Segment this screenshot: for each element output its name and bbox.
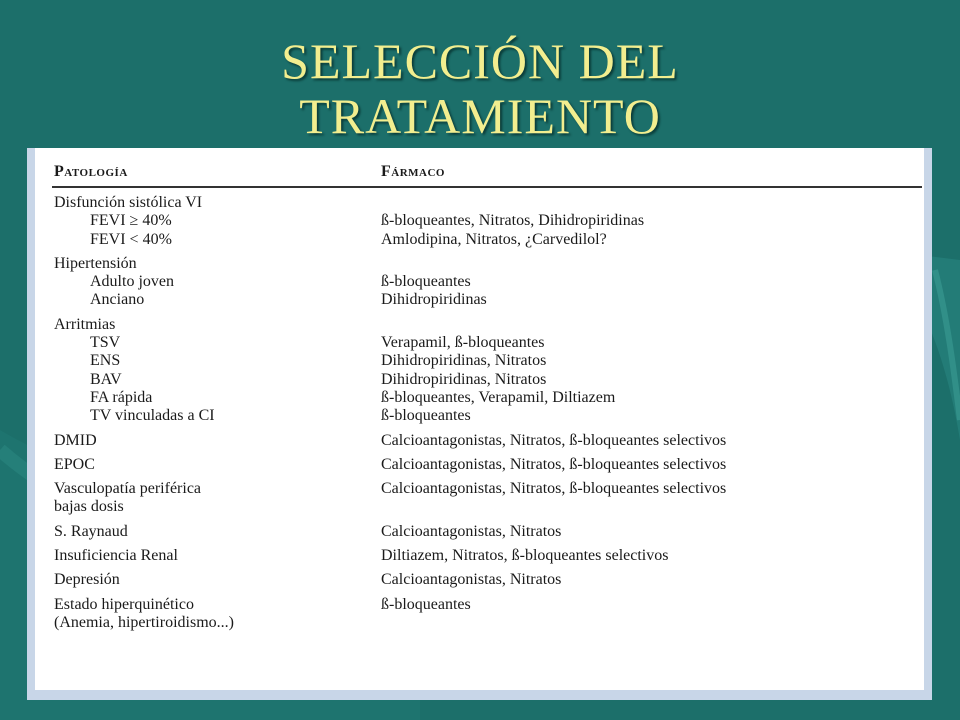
pathology-cell: FEVI < 40% [90,230,172,248]
table-group-hiperquinetico [52,596,922,633]
treatment-table-panel [27,148,932,700]
panel-border-left [27,148,35,700]
table-row [52,212,922,230]
drug-cell: ß-bloqueantes, Nitratos, Dihidropiridinas [381,212,645,230]
drug-cell: Calcioantagonistas, Nitratos, ß-bloqueantes selectivos [381,480,727,498]
table-group-depresion [52,571,922,589]
table-row [52,291,922,309]
pathology-cell: Insuficiencia Renal [54,547,178,565]
table-row [52,316,922,334]
table-group-hipertension [52,255,922,310]
title-line-1: SELECCIÓN DEL [281,33,679,89]
drug-cell: Verapamil, ß-bloqueantes [381,334,545,352]
table-group-epoc [52,456,922,474]
table-row [52,371,922,389]
table-row [52,255,922,273]
table-row [52,273,922,291]
table-row [52,523,922,541]
table-row [52,571,922,589]
drug-cell: ß-bloqueantes, Verapamil, Diltiazem [381,388,616,406]
table-row [52,352,922,370]
panel-border-bottom [27,690,932,700]
drug-cell: Calcioantagonistas, Nitratos [381,571,562,589]
table-group-vasculopatia [52,480,922,517]
pathology-cell: Arritmias [54,315,116,333]
drug-cell [381,498,922,516]
pathology-cell: TV vinculadas a CI [90,407,215,425]
table-group-raynaud [52,523,922,541]
pathology-cell: Adulto joven [90,273,174,291]
pathology-cell: Anciano [90,291,145,309]
table-group-dmid [52,432,922,450]
pathology-cell: FA rápida [90,388,153,406]
slide-title [0,34,960,144]
drug-cell: ß-bloqueantes [381,407,471,425]
drug-cell: Calcioantagonistas, Nitratos [381,522,562,540]
drug-cell [381,194,922,212]
table-row [52,614,922,632]
header-pathology: Patología [54,163,128,180]
pathology-cell: Depresión [54,571,120,589]
table-row [52,432,922,450]
pathology-cell-continued: bajas dosis [54,498,124,516]
drug-cell [381,614,922,632]
drug-cell: Dihidropiridinas [381,291,487,309]
drug-cell: Dihidropiridinas, Nitratos [381,352,547,370]
pathology-cell: BAV [90,370,122,388]
table-group-disfuncion [52,194,922,249]
table-group-arritmias [52,316,922,426]
header-drug: Fármaco [381,163,445,180]
table-row [52,456,922,474]
drug-cell: Calcioantagonistas, Nitratos, ß-bloqueantes selectivos [381,455,727,473]
drug-cell [381,316,922,334]
table-row [52,231,922,249]
pathology-cell: Estado hiperquinético [54,595,194,613]
pathology-cell: S. Raynaud [54,522,128,540]
treatment-table [52,158,922,632]
drug-cell: Calcioantagonistas, Nitratos, ß-bloqueantes selectivos [381,431,727,449]
pathology-cell: Disfunción sistólica VI [54,194,203,211]
table-row [52,194,922,212]
drug-cell [381,255,922,273]
pathology-cell: TSV [90,334,121,352]
table-header-row [52,158,922,188]
pathology-cell: ENS [90,352,121,370]
table-row [52,596,922,614]
table-row [52,334,922,352]
pathology-cell: Hipertensión [54,254,137,272]
drug-cell: Amlodipina, Nitratos, ¿Carvedilol? [381,230,607,248]
drug-cell: ß-bloqueantes [381,273,471,291]
pathology-cell-continued: (Anemia, hipertiroidismo...) [54,613,234,631]
title-line-2: TRATAMIENTO [299,88,661,144]
pathology-cell: DMID [54,431,97,449]
table-row [52,498,922,516]
table-row [52,547,922,565]
pathology-cell: FEVI ≥ 40% [90,212,172,230]
drug-cell: ß-bloqueantes [381,595,471,613]
table-group-insuficiencia-renal [52,547,922,565]
table-row [52,389,922,407]
pathology-cell: EPOC [54,455,95,473]
table-row [52,407,922,425]
pathology-cell: Vasculopatía periférica [54,480,202,498]
drug-cell: Diltiazem, Nitratos, ß-bloqueantes selectivos [381,547,669,565]
panel-border-right [924,148,932,700]
drug-cell: Dihidropiridinas, Nitratos [381,370,547,388]
table-row [52,480,922,498]
